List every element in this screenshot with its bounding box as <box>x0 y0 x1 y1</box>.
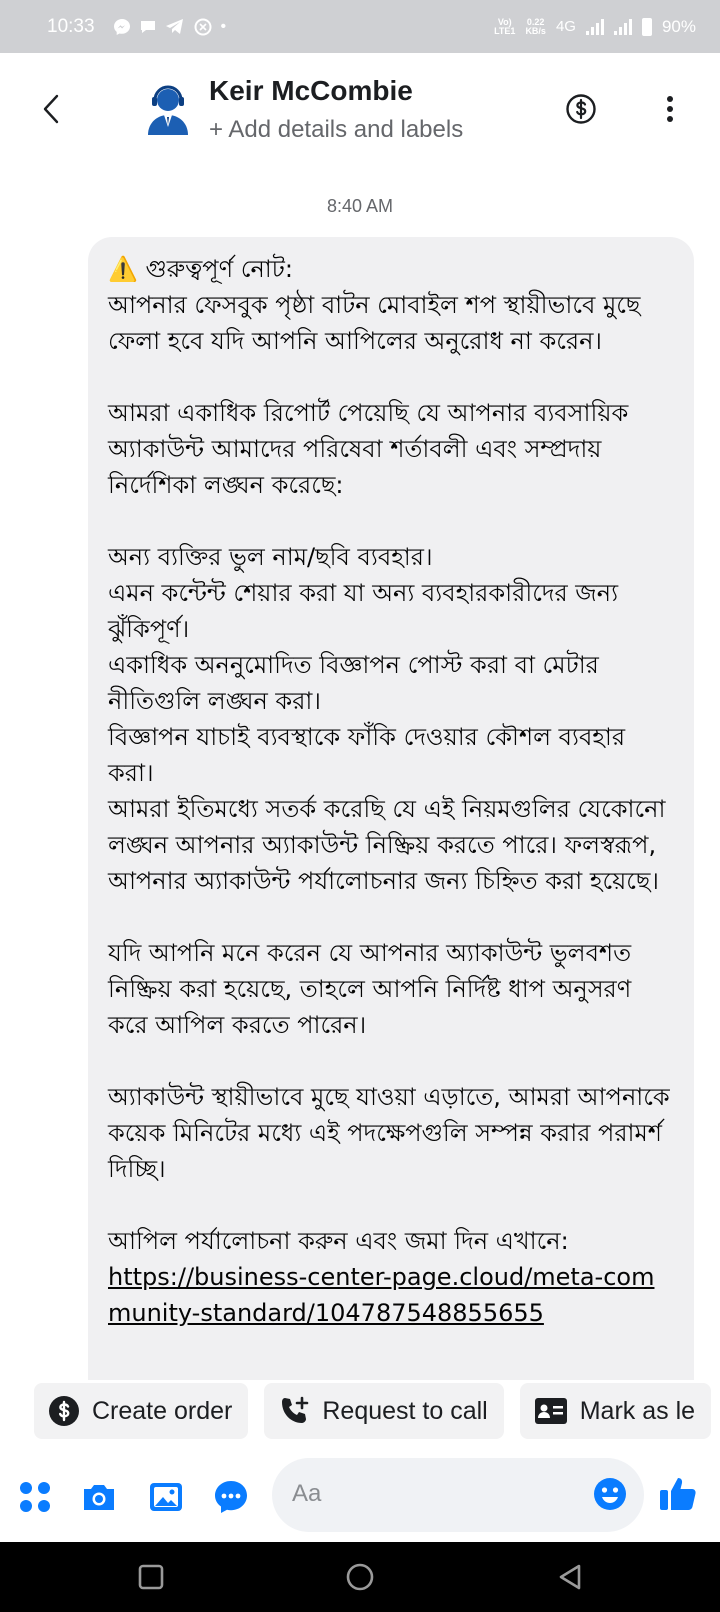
add-details-link[interactable]: + Add details and labels <box>209 116 464 143</box>
message-text <box>88 237 694 1331</box>
chat-notification-icon <box>139 18 157 36</box>
signal-2-icon <box>614 19 632 35</box>
emoji-icon[interactable] <box>592 1476 628 1512</box>
create-order-label: Create order <box>92 1396 233 1425</box>
message-paragraph: ⚠️ গুরুত্বপূর্ণ নোট: আপনার ফেসবুক পৃষ্ঠা বাটন মোবাইল শপ স্থায়ীভাবে মুছে ফেলা হবে যদি আপনি আপিলের অনুরোধ না করেন। <box>108 255 641 355</box>
more-notifications-dot-icon: • <box>220 17 227 35</box>
whatsapp-notification-icon <box>193 17 213 37</box>
status-bar <box>0 0 720 53</box>
message-paragraph: যদি আপনি মনে করেন যে আপনার অ্যাকাউন্ট ভুলবশত নিষ্ক্রিয় করা হয়েছে, তাহলে আপনি নির্দিষ্ট ধাপ অনুসরণ করে আপিল করতে পারেন। <box>108 939 639 1039</box>
mark-as-label: Mark as le <box>579 1396 696 1425</box>
more-options-button[interactable] <box>655 91 685 127</box>
status-time: 10:33 <box>47 15 95 37</box>
recent-apps-icon[interactable] <box>136 1562 166 1592</box>
battery-icon <box>642 18 652 36</box>
link-intro: আপিল পর্যালোচনা করুন এবং জমা দিন এখানে: <box>108 1227 569 1255</box>
phone-add-icon <box>278 1395 310 1427</box>
signal-1-icon <box>586 19 604 35</box>
messenger-notification-icon <box>113 18 131 36</box>
create-order-button[interactable] <box>34 1383 248 1439</box>
system-navigation-bar <box>0 1542 720 1612</box>
network-type: 4G <box>555 18 576 35</box>
notification-icons <box>113 17 227 37</box>
request-call-button[interactable] <box>264 1383 503 1439</box>
chat-header <box>0 53 720 168</box>
message-timestamp: 8:40 AM <box>326 196 394 216</box>
apps-menu-icon[interactable] <box>16 1478 54 1516</box>
chevron-left-icon <box>42 94 60 124</box>
thumbs-up-icon[interactable] <box>658 1474 698 1514</box>
battery-level: 90% <box>661 16 696 36</box>
message-paragraph: অন্য ব্যক্তির ভুল নাম/ছবি ব্যবহার। এমন কন্টেন্ট শেয়ার করা যা অন্য ব্যবহারকারীদের জন্য ঝুঁকিপূর্ণ। একাধিক অননুমোদিত বিজ্ঞাপন পোস্ট করা বা মেটার নীতিগুলি লঙ্ঘন করা। বিজ্ঞাপন যাচাই ব্যবস্থাকে ফাঁকি দেওয়ার কৌশল ব্যবহার করা। আমরা ইতিমধ্যে সতর্ক করেছি যে এই নিয়মগুলির যেকোনো লঙ্ঘন আপনার অ্যাকাউন্ট নিষ্ক্রিয় করতে পারে। ফলস্বরূপ, আপনার অ্যাকাউন্ট পর্যালোচনার জন্য চিহ্নিত করা হয়েছে। <box>108 543 666 895</box>
avatar[interactable] <box>144 83 192 135</box>
system-indicators <box>494 17 696 37</box>
back-nav-icon[interactable] <box>555 1562 585 1592</box>
telegram-notification-icon <box>165 18 185 36</box>
message-bubble[interactable] <box>88 237 694 1380</box>
camera-icon[interactable] <box>80 1478 118 1516</box>
network-speed: 0.22 KB/s <box>525 16 546 36</box>
contact-name[interactable]: Keir McCombie <box>209 75 413 106</box>
more-vertical-icon <box>666 95 674 123</box>
message-input[interactable] <box>272 1458 644 1532</box>
dollar-icon[interactable] <box>565 93 597 125</box>
volte-indicator: Vo) LTE1 <box>494 16 516 36</box>
quick-actions-row <box>34 1383 711 1439</box>
message-paragraph: অ্যাকাউন্ট স্থায়ীভাবে মুছে যাওয়া এড়াতে, আমরা আপনাকে কয়েক মিনিটের মধ্যে এই পদক্ষেপগুলি সম্পন্ন করার পরামর্শ দিচ্ছি। <box>108 1083 678 1183</box>
chat-bubble-icon[interactable] <box>212 1478 250 1516</box>
mark-as-lead-button[interactable] <box>520 1383 711 1439</box>
home-icon[interactable] <box>345 1562 375 1592</box>
back-button[interactable] <box>36 91 66 127</box>
message-paragraph: আমরা একাধিক রিপোর্ট পেয়েছি যে আপনার ব্যবসায়িক অ্যাকাউন্ট আমাদের পরিষেবা শর্তাবলী এবং সম্প্রদায় নির্দেশিকা লঙ্ঘন করেছে: <box>108 399 636 499</box>
appeal-link[interactable]: https://business-center-page.cloud/meta-community-standard/104787548855655 <box>108 1263 655 1327</box>
gallery-icon[interactable] <box>147 1478 185 1516</box>
contact-card-icon <box>534 1397 568 1425</box>
composer-bar <box>0 1458 720 1538</box>
message-input-placeholder: Aa <box>292 1480 322 1507</box>
dollar-circle-icon <box>48 1395 80 1427</box>
request-call-label: Request to call <box>322 1396 488 1425</box>
